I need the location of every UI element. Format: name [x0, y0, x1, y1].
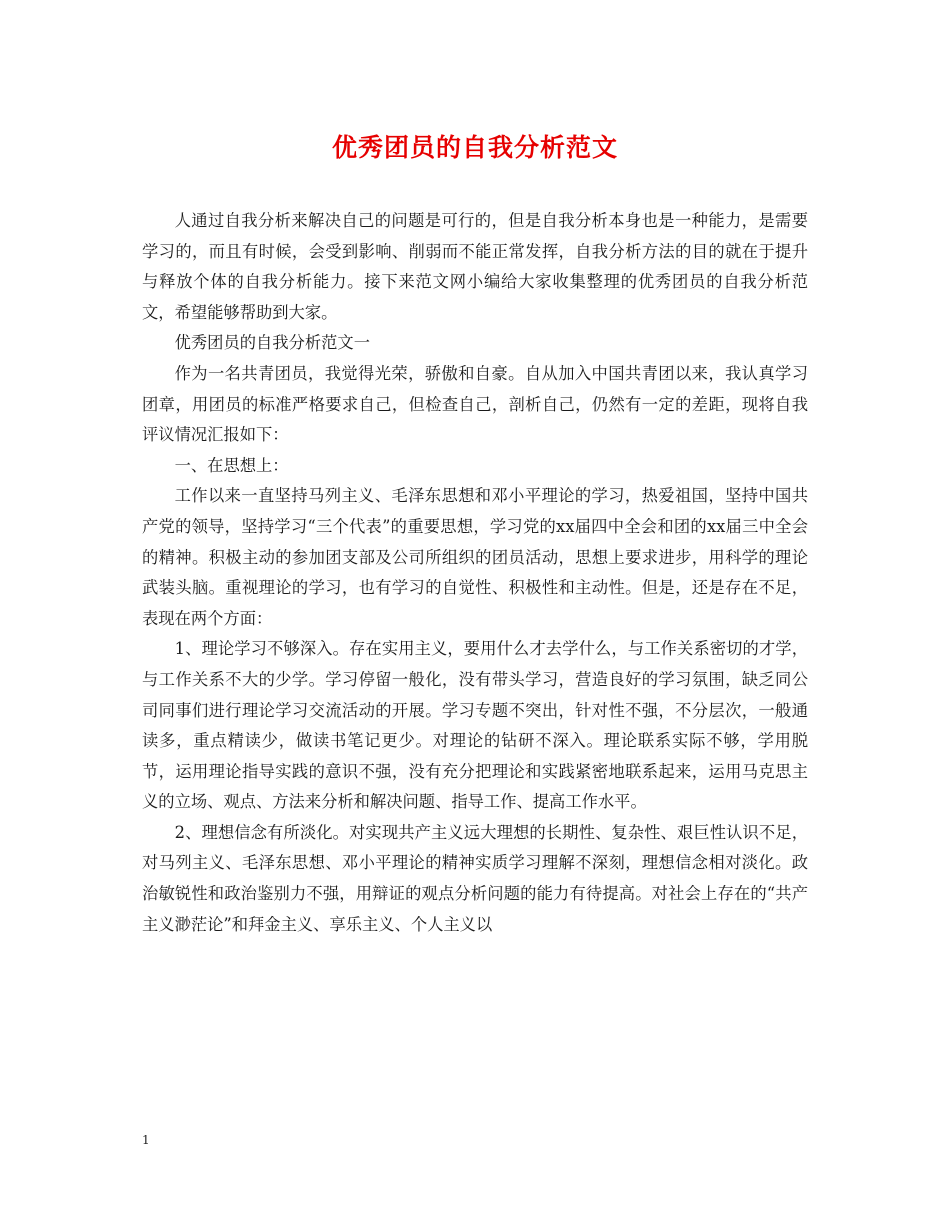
paragraph-opening: 作为一名共青团员，我觉得光荣，骄傲和自豪。自从加入中国共青团以来，我认真学习团章，用团员的标准严格要求自己，但检查自己，剖析自己，仍然有一定的差距，现将自我评议情况汇报如下：: [142, 363, 808, 445]
paragraph-point-2: 2、理想信念有所淡化。对实现共产主义远大理想的长期性、复杂性、艰巨性认识不足，对马列主义、毛泽东思想、邓小平理论的精神实质学习理解不深刻，理想信念相对淡化。政治敏锐性和政治鉴别力不强，用辩证的观点分析问题的能力有待提高。对社会上存在的“共产主义渺茫论”和拜金主义、享乐主义、个人主义以: [142, 822, 808, 934]
paragraph-thought-heading: 一、在思想上：: [174, 455, 289, 475]
paragraph-intro: 人通过自我分析来解决自己的问题是可行的，但是自我分析本身也是一种能力，是需要学习的，而且有时候，会受到影响、削弱而不能正常发挥，自我分析方法的目的就在于提升与释放个体的自我分析能力。接下来范文网小编给大家收集整理的优秀团员的自我分析范文，希望能够帮助到大家。: [142, 211, 808, 322]
document-title: 优秀团员的自我分析范文: [331, 133, 618, 162]
page-number: 1: [142, 1133, 150, 1147]
paragraph-section-heading: 优秀团员的自我分析范文一: [174, 333, 370, 353]
document-body: [142, 206, 808, 940]
paragraph-point-1: 1、理论学习不够深入。存在实用主义，要用什么才去学什么，与工作关系密切的才学，与工作关系不大的少学。学习停留一般化，没有带头学习，营造良好的学习氛围，缺乏同公司同事们进行理论学习交流活动的开展。学习专题不突出，针对性不强，不分层次，一般通读多，重点精读少，做读书笔记更少。对理论的钻研不深入。理论联系实际不够，学用脱节，运用理论指导实践的意识不强，没有充分把理论和实践紧密地联系起来，运用马克思主义的立场、观点、方法来分析和解决问题、指导工作、提高工作水平。: [142, 639, 808, 812]
paragraph-thought-body: 工作以来一直坚持马列主义、毛泽东思想和邓小平理论的学习，热爱祖国，坚持中国共产党的领导，坚持学习“三个代表”的重要思想，学习党的xx届四中全会和团的xx届三中全会的精神。积极主动的参加团支部及公司所组织的团员活动，思想上要求进步，用科学的理论武装头脑。重视理论的学习，也有学习的自觉性、积极性和主动性。但是，还是存在不足，表现在两个方面：: [142, 486, 808, 628]
